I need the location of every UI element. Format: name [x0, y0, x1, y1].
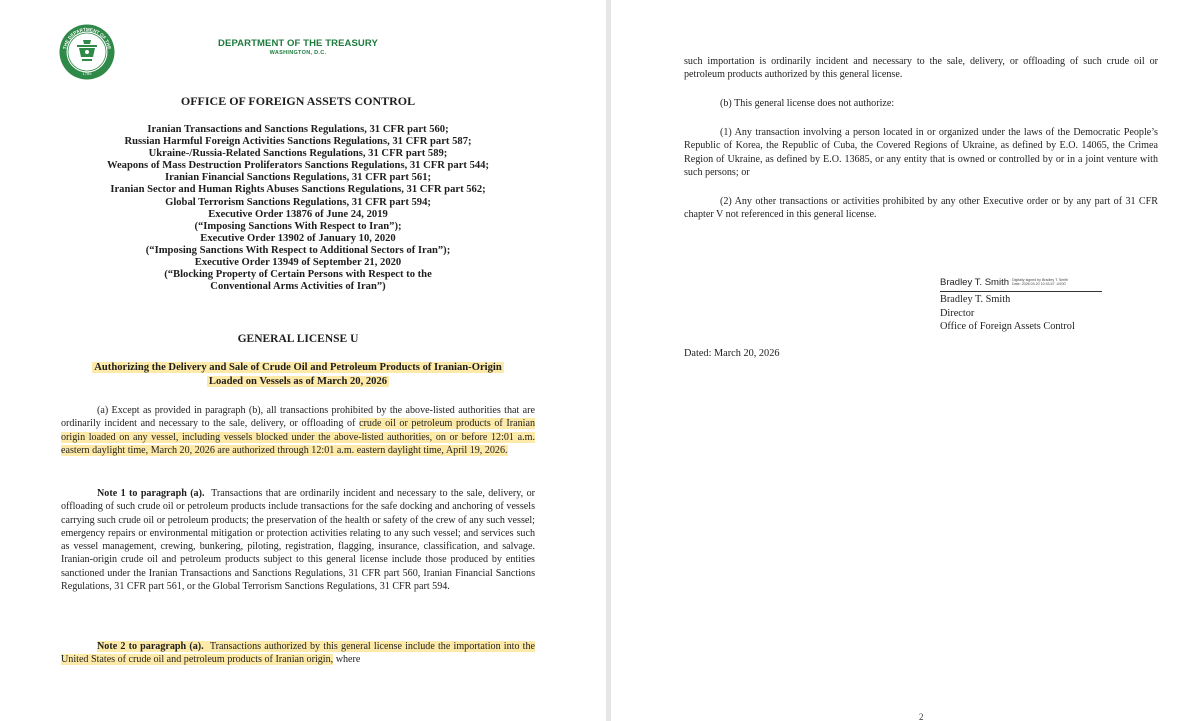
- document-page-2: [611, 0, 1200, 721]
- regulation-line: Conventional Arms Activities of Iran”): [210, 281, 386, 293]
- regulation-line: Executive Order 13902 of January 10, 2020: [200, 232, 396, 244]
- digital-signature: [940, 276, 1102, 292]
- note-2: [61, 640, 535, 667]
- signature-details: [1012, 276, 1068, 286]
- signer-title: Director: [940, 307, 975, 319]
- paragraph-a-text: (a) Except as provided in paragraph (b), all transactions prohibited by the above-listed authorities that are ordinarily incident and necessary to the sale, delivery, or offloading of: [61, 405, 535, 430]
- regulation-line: Weapons of Mass Destruction Proliferators Sanctions Regulations, 31 CFR part 544;: [106, 160, 490, 172]
- signature-detail-line: Date: 2026.03.20 10:33:47 -04'00': [1012, 282, 1067, 287]
- authorizing-line-1: Authorizing the Delivery and Sale of Crude Oil and Petroleum Products of Iranian-Origin: [94, 362, 502, 373]
- continuation-text: such importation is ordinarily incident and necessary to the sale, delivery, or offloading of such crude oil or petroleum products authorized by this general license.: [684, 56, 1158, 81]
- regulation-line: Global Terrorism Sanctions Regulations, 31 CFR part 594;: [165, 196, 431, 208]
- paragraph-b: [684, 97, 1158, 110]
- paragraph-a-highlight: crude oil or petroleum products of Iranian origin loaded on any vessel, including vessels blocked under the above-listed authorities, on or before 12:01 a.m. eastern daylight time, March 20, 2026 are authorized through 12:01 a.m. eastern daylight time, April 19, 2026.: [61, 418, 535, 456]
- note-1-label: Note 1 to paragraph (a).: [97, 488, 205, 499]
- dated-line: Dated: March 20, 2026: [684, 348, 780, 359]
- regulation-line: (“Imposing Sanctions With Respect to Additional Sectors of Iran”);: [145, 244, 451, 256]
- svg-text:1789: 1789: [82, 71, 92, 76]
- treasury-seal-lettering: [59, 24, 115, 80]
- signature-detail-line: Digitally signed by Bradley T. Smith: [1012, 278, 1069, 282]
- department-location: WASHINGTON, D.C.: [269, 50, 327, 56]
- regulation-line: Executive Order 13876 of June 24, 2019: [208, 208, 388, 220]
- paragraph-b2: [684, 195, 1158, 222]
- signer-name: Bradley T. Smith: [940, 294, 1011, 305]
- paragraph-b1-text: (1) Any transaction involving a person located in or organized under the laws of the Democratic People’s Republic of Korea, the Republic of Cuba, the Covered Regions of Ukraine, as defined by E.O. 14065, the Crimea Region of Ukraine, as defined by E.O. 13685, or any entity that is owned or controlled by or in a joint venture with such persons; or: [684, 127, 1158, 178]
- regulation-line: Iranian Transactions and Sanctions Regulations, 31 CFR part 560;: [147, 124, 449, 135]
- note-2-highlight: Transactions authorized by this general license include the importation into the United States of crude oil and petroleum products of Iranian origin,: [61, 641, 536, 666]
- paragraph-b2-text: (2) Any other transactions or activities prohibited by any other Executive order or by any part of 31 CFR chapter V not referenced in this general license.: [684, 196, 1158, 221]
- paragraph-b-text: (b) This general license does not authorize:: [720, 98, 895, 109]
- regulation-line: (“Imposing Sanctions With Respect to Iran”);: [194, 220, 402, 232]
- note-1: [61, 487, 535, 593]
- regulation-line: Iranian Sector and Human Rights Abuses Sanctions Regulations, 31 CFR part 562;: [110, 184, 486, 196]
- regulations-list: [60, 124, 536, 293]
- svg-text:TREASURY: TREASURY: [74, 61, 100, 71]
- regulation-line: Iranian Financial Sanctions Regulations, 31 CFR part 561;: [164, 172, 432, 184]
- office-heading: OFFICE OF FOREIGN ASSETS CONTROL: [180, 94, 416, 108]
- paragraph-b1: [684, 126, 1158, 179]
- regulation-line: Russian Harmful Foreign Activities Sanctions Regulations, 31 CFR part 587;: [124, 136, 472, 148]
- paragraph-a: [61, 404, 535, 457]
- authorizing-line-2: Loaded on Vessels as of March 20, 2026: [208, 376, 388, 387]
- signature-block: [940, 276, 1140, 334]
- regulation-line: (“Blocking Property of Certain Persons with Respect to the: [164, 269, 432, 281]
- regulation-line: Ukraine-/Russia-Related Sanctions Regulations, 31 CFR part 589;: [148, 148, 448, 160]
- signer-office: Office of Foreign Assets Control: [940, 321, 1075, 332]
- page-number: 2: [919, 712, 924, 721]
- regulation-line: Executive Order 13949 of September 21, 2020: [194, 257, 402, 269]
- signature-name: Bradley T. Smith: [940, 277, 1009, 288]
- general-license-title: GENERAL LICENSE U: [237, 333, 359, 345]
- note-2-label: Note 2 to paragraph (a).: [97, 641, 204, 652]
- department-title: DEPARTMENT OF THE TREASURY: [218, 38, 378, 49]
- note-1-text: Transactions that are ordinarily incident and necessary to the sale, delivery, or offloading of such crude oil or petroleum products include transactions for the safe docking and anchoring of vessels carrying such crude oil or petroleum products; the preservation of the health or safety of the crew of any such vessel; emergency repairs or environmental mitigation or protection activities relating to any such vessel; and services such as vessel management, crewing, bunkering, piloting, registration, flagging, insurance, classification, and salvage. Iranian-origin crude oil and petroleum products subject to this general license include those produced by entities sanctioned under the Iranian Transactions and Sanctions Regulations, 31 CFR part 560, Iranian Financial Sanctions Regulations, 31 CFR part 561, or the Global Terrorism Sanctions Regulations, 31 CFR part 594.: [61, 488, 535, 593]
- svg-text:THE DEPARTMENT OF THE: THE DEPARTMENT OF THE: [62, 26, 112, 50]
- note-2-text: where: [333, 654, 361, 666]
- authorizing-heading: [60, 361, 536, 389]
